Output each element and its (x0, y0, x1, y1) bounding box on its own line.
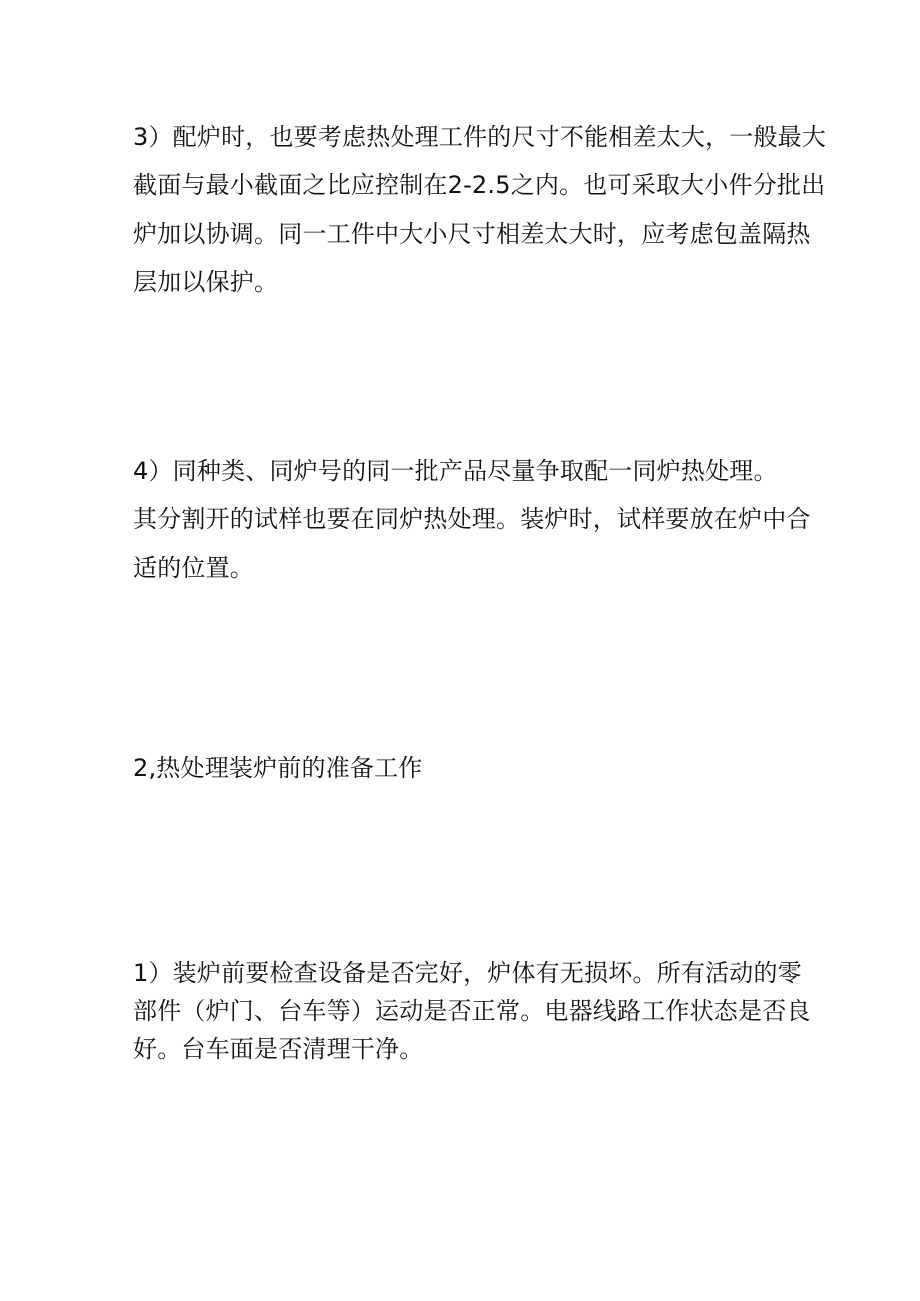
paragraph-line: 3）配炉时，也要考虑热处理工件的尺寸不能相差太大，一般最大 (133, 123, 827, 151)
section-heading: 2,热处理装炉前的准备工作 (133, 754, 423, 782)
paragraph-line: 其分割开的试样也要在同炉热处理。装炉时，试样要放在炉中合 (133, 505, 811, 533)
paragraph-line: 适的位置。 (133, 554, 254, 582)
paragraph-line: 层加以保护。 (133, 268, 279, 296)
paragraph-line: 炉加以协调。同一工件中大小尺寸相差太大时，应考虑包盖隔热 (133, 220, 811, 248)
paragraph-line: 部件（炉门、台车等）运动是否正常。电器线路工作状态是否良 (133, 997, 811, 1025)
paragraph-line: 好。台车面是否清理干净。 (133, 1035, 424, 1063)
paragraph-line: 截面与最小截面之比应控制在2-2.5之内。也可采取大小件分批出 (133, 171, 826, 199)
paragraph-line: 1）装炉前要检查设备是否完好，炉体有无损坏。所有活动的零 (133, 959, 802, 987)
paragraph-line: 4）同种类、同炉号的同一批产品尽量争取配一同炉热处理。 (133, 457, 778, 485)
